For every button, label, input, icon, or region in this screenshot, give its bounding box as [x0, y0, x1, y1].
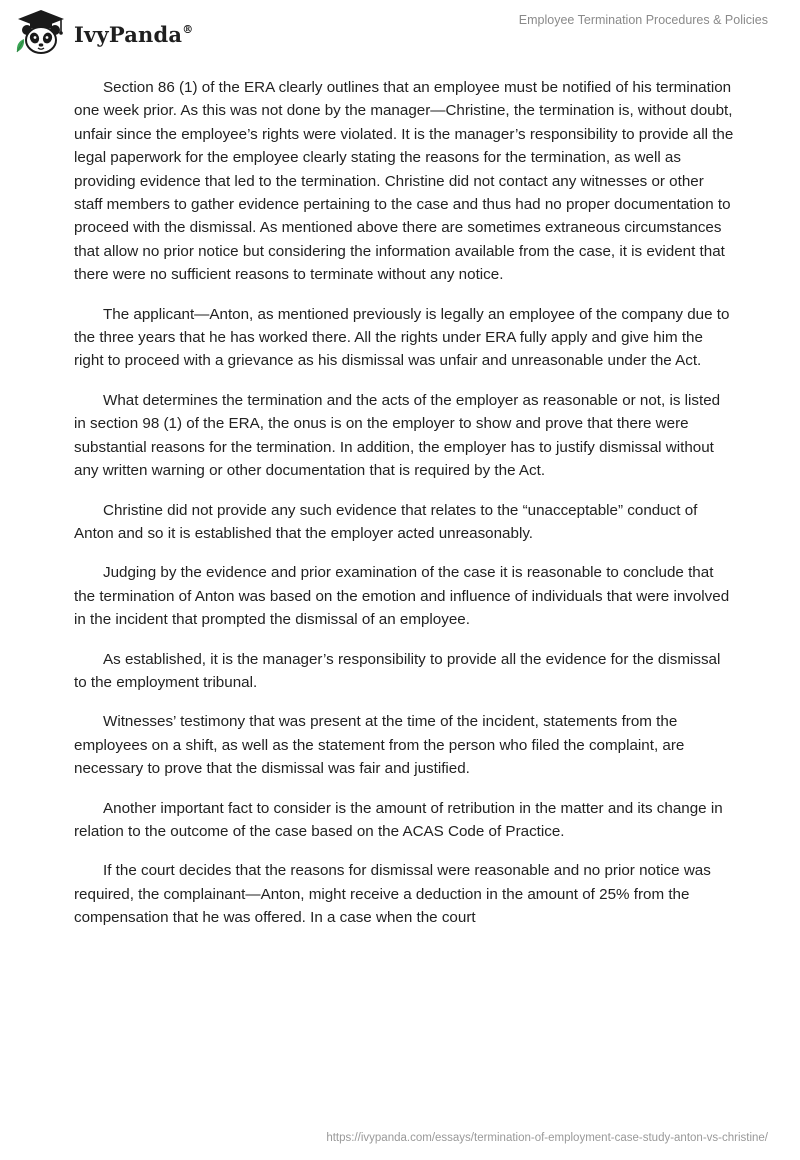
paragraph: If the court decides that the reasons for dismissal were reasonable and no prior notice was required, the complainant—Anton, might receive a deduction in the amount of 25% from the compensation that he was offered. In a case when the court [74, 862, 711, 927]
paragraph: As established, it is the manager’s responsibility to provide all the evidence for the dismissal to the employment tribunal. [74, 650, 721, 691]
paragraph: Another important fact to consider is the amount of retribution in the matter and its change in relation to the outcome of the case based on the ACAS Code of Practice. [74, 799, 723, 840]
paragraph: What determines the termination and the acts of the employer as reasonable or not, is listed in section 98 (1) of the ERA, the onus is on the employer to show and prove that there were substantial reasons for the termination. In addition, the employer has to justify dismissal without any written warning or other documentation that is required by the Act. [74, 391, 721, 480]
panda-graduate-icon [14, 8, 68, 56]
brand-name: IvyPanda® [74, 21, 194, 47]
ivypanda-logo[interactable] [14, 8, 193, 56]
source-url[interactable]: https://ivypanda.com/essays/termination-of-employment-case-study-anton-vs-christine/ [326, 1132, 768, 1144]
page-header [0, 0, 800, 60]
paragraph: The applicant—Anton, as mentioned previously is legally an employee of the company due to the three years that he has worked there. All the rights under ERA fully apply and give him the right to proceed with a grievance as his dismissal was unfair and unreasonable under the Act. [74, 305, 730, 370]
paragraph: Judging by the evidence and prior examination of the case it is reasonable to conclude that the termination of Anton was based on the emotion and influence of individuals that were involved in the incident that prompted the dismissal of an employee. [74, 564, 730, 629]
paragraph: Section 86 (1) of the ERA clearly outlines that an employee must be notified of his termination one week prior. As this was not done by the manager—Christine, the termination is, without doubt, unfair since the employee’s rights were violated. It is the manager’s responsibility to provide all the legal paperwork for the employee clearly stating the reasons for the termination, as well as providing evidence that led to the termination. Christine did not contact any witnesses or other staff members to gather evidence pertaining to the case and thus had no proper documentation to proceed with the dismissal. As mentioned above there are sometimes extraneous circumstances that allow no prior notice but considering the information available from the case, it is evident that there were no sufficient reasons to terminate without any notice. [74, 79, 734, 284]
paragraph: Christine did not provide any such evidence that relates to the “unacceptable” conduct of Anton and so it is established that the employer acted unreasonably. [74, 501, 698, 542]
essay-body [74, 76, 734, 946]
paragraph: Witnesses’ testimony that was present at the time of the incident, statements from the employees on a shift, as well as the statement from the person who filed the complaint, are necessary to prove that the dismissal was fair and justified. [74, 713, 685, 778]
document-title: Employee Termination Procedures & Policies [518, 13, 768, 27]
